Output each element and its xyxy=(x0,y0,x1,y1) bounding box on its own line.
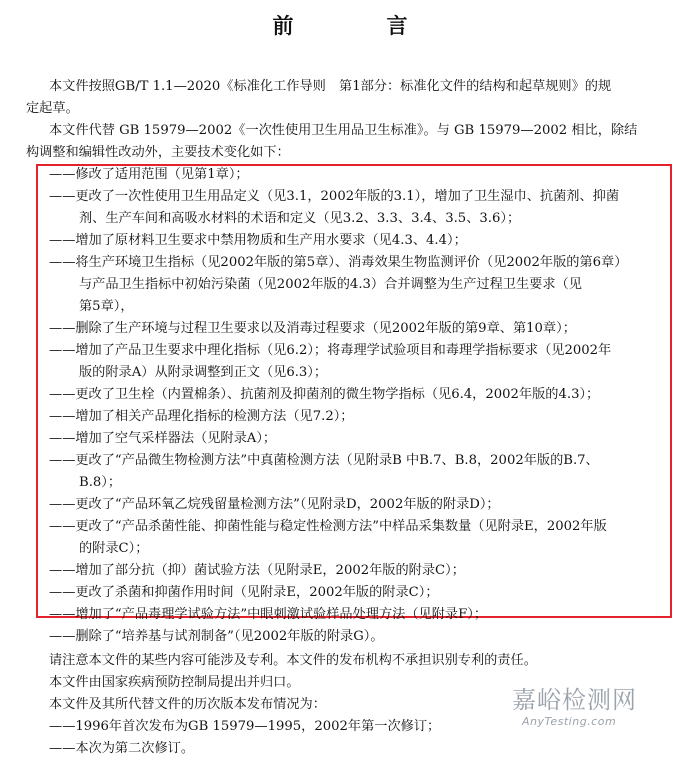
change-line: 的附录C）； xyxy=(79,541,149,556)
change-line: ——更改了卫生栓（内置棉条）、抗菌剂及抑菌剂的微生物学指标（见6.4，2002年版的4.3）； xyxy=(49,387,600,402)
proposer-statement: 本文件由国家疾病预防控制局提出并归口。 xyxy=(49,675,300,690)
intro-line-4: 构调整和编辑性改动外，主要技术变化如下： xyxy=(26,145,290,160)
change-line: ——增加了空气采样器法（见附录A）； xyxy=(49,431,277,446)
change-line: B.8）； xyxy=(79,475,122,490)
history-item: ——本次为第二次修订。 xyxy=(49,741,195,756)
intro-line-1: 本文件按照GB/T 1.1—2020《标准化工作导则 第1部分：标准化文件的结构和起草规则》的规 xyxy=(49,79,612,94)
change-line: 版的附录A）从附录调整到正文（见6.3）； xyxy=(79,365,328,380)
intro-line-2: 定起草。 xyxy=(26,101,79,116)
watermark-sub-text: AnyTesting.com xyxy=(522,715,617,728)
change-line: ——更改了一次性使用卫生用品定义（见3.1，2002年版的3.1），增加了卫生湿巾、抗菌剂、抑菌 xyxy=(49,189,620,204)
patent-notice: 请注意本文件的某些内容可能涉及专利。本文件的发布机构不承担识别专利的责任。 xyxy=(49,653,537,668)
change-line: ——增加了部分抗（抑）菌试验方法（见附录E，2002年版的附录C）； xyxy=(49,563,465,578)
change-line: ——将生产环境卫生指标（见2002年版的第5章）、消毒效果生物监测评价（见2002年版的第6章） xyxy=(49,255,628,270)
change-line: ——增加了原材料卫生要求中禁用物质和生产用水要求（见4.3、4.4）； xyxy=(49,233,467,248)
history-item: ——1996年首次发布为GB 15979—1995，2002年第一次修订； xyxy=(49,719,441,734)
change-line: ——增加了产品卫生要求中理化指标（见6.2）；将毒理学试验项目和毒理学指标要求（见2002年 xyxy=(49,343,612,358)
page-title: 前 言 xyxy=(272,14,444,38)
change-line: ——更改了“产品环氧乙烷残留量检测方法”（见附录D，2002年版的附录D）； xyxy=(49,497,500,512)
intro-line-3: 本文件代替 GB 15979—2002《一次性使用卫生用品卫生标准》。与 GB 15979—2002 相比，除结 xyxy=(49,123,638,138)
history-heading: 本文件及其所代替文件的历次版本发布情况为： xyxy=(49,697,326,712)
watermark-main-text: 嘉峪检测网 xyxy=(512,686,637,714)
change-line: 与产品卫生指标中初始污染菌（见2002年版的4.3）合并调整为生产过程卫生要求（见 xyxy=(79,277,582,292)
change-line: ——删除了生产环境与过程卫生要求以及消毒过程要求（见2002年版的第9章、第10章）； xyxy=(49,321,576,336)
site-watermark xyxy=(512,680,637,728)
change-line: ——增加了“产品毒理学试验方法”中眼刺激试验样品处理方法（见附录F）； xyxy=(49,607,488,622)
change-line: ——更改了杀菌和抑菌作用时间（见附录E，2002年版的附录C）； xyxy=(49,585,439,600)
change-line: ——删除了“培养基与试剂制备”（见2002年版的附录G）。 xyxy=(49,629,384,644)
change-line: ——更改了“产品杀菌性能、抑菌性能与稳定性检测方法”中样品采集数量（见附录E，2002年版 xyxy=(49,519,607,534)
change-line: ——增加了相关产品理化指标的检测方法（见7.2）； xyxy=(49,409,354,424)
change-line: ——修改了适用范围（见第1章）； xyxy=(49,167,249,182)
change-line: 第5章）， xyxy=(79,299,134,314)
change-line: 剂、生产车间和高吸水材料的术语和定义（见3.2、3.3、3.4、3.5、3.6）； xyxy=(79,211,521,226)
change-line: ——更改了“产品微生物检测方法”中真菌检测方法（见附录B 中B.7、B.8，2002年版的B.7、 xyxy=(49,453,599,468)
